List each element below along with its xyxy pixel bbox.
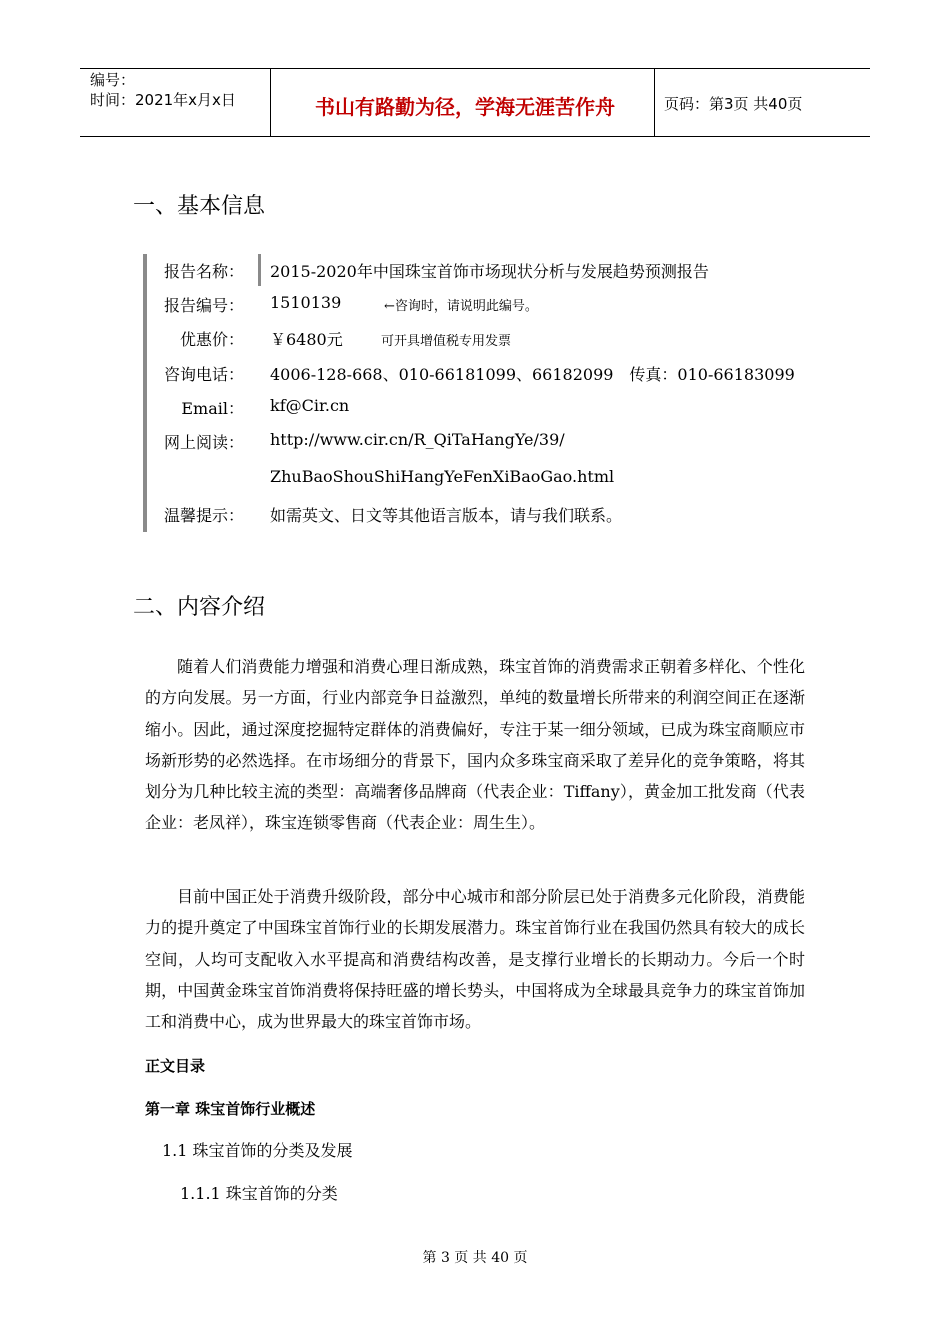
header-divider-left — [270, 68, 271, 136]
info-value-report-name: 2015-2020年中国珠宝首饰市场现状分析与发展趋势预测报告 — [270, 262, 709, 281]
header-bottom-rule — [80, 136, 870, 137]
info-block-bar — [143, 254, 147, 532]
info-value-report-id: 1510139 — [270, 293, 342, 312]
info-value-phone: 4006-128-668、010-66181099、66182099 传真：010-66183099 — [270, 365, 795, 384]
intro-paragraph-2: 目前中国正处于消费升级阶段，部分中心城市和部分阶层已处于消费多元化阶段，消费能力的提升奠定了中国珠宝首饰行业的长期发展潜力。珠宝首饰行业在我国仍然具有较大的成长空间，人均可支配收入水平提高和消费结构改善，是支撑行业增长的长期动力。今后一个时期，中国黄金珠宝首饰消费将保持旺盛的增长势头，中国将成为全球最具竞争力的珠宝首饰加工和消费中心，成为世界最大的珠宝首饰市场。 — [145, 887, 805, 1032]
info-title-bar — [258, 254, 261, 286]
header-page-info: 页码：第3页 共40页 — [664, 95, 803, 113]
toc-item-1-1-1: 1.1.1 珠宝首饰的分类 — [180, 1184, 338, 1203]
doc-date-label: 时间：2021年x月x日 — [90, 91, 236, 109]
toc-item-1-1: 1.1 珠宝首饰的分类及发展 — [162, 1141, 353, 1160]
info-value-price: ￥6480元 — [270, 330, 343, 349]
toc-chapter-1: 第一章 珠宝首饰行业概述 — [145, 1100, 316, 1118]
info-value-url-line1[interactable]: http://www.cir.cn/R_QiTaHangYe/39/ — [270, 430, 565, 449]
footer-page-number: 第 3 页 共 40 页 — [422, 1250, 528, 1266]
info-note-report-id: ←咨询时，请说明此编号。 — [384, 299, 538, 314]
toc-heading: 正文目录 — [145, 1057, 206, 1075]
header-motto: 书山有路勤为径，学海无涯苦作舟 — [315, 95, 615, 119]
info-label-report-id: 报告编号： — [163, 296, 244, 315]
info-label-phone: 咨询电话： — [163, 365, 244, 384]
info-value-tip: 如需英文、日文等其他语言版本，请与我们联系。 — [270, 506, 623, 525]
header-divider-right — [654, 68, 655, 136]
doc-number-label: 编号： — [90, 71, 136, 89]
header-top-rule — [80, 68, 870, 69]
section-title-basic-info: 一、基本信息 — [133, 194, 266, 219]
info-label-tip: 温馨提示： — [163, 506, 244, 525]
intro-paragraph-1: 随着人们消费能力增强和消费心理日渐成熟，珠宝首饰的消费需求正朝着多样化、个性化的方向发展。另一方面，行业内部竞争日益激烈，单纯的数量增长所带来的利润空间正在逐渐缩小。因此，通过深度挖掘特定群体的消费偏好，专注于某一细分领域，已成为珠宝商顺应市场新形势的必然选择。在市场细分的背景下，国内众多珠宝商采取了差异化的竞争策略，将其划分为几种比较主流的类型：高端奢侈品牌商（代表企业：Tiffany），黄金加工批发商（代表企业：老凤祥），珠宝连锁零售商（代表企业：周生生）。 — [145, 657, 805, 833]
info-value-url-line2[interactable]: ZhuBaoShouShiHangYeFenXiBaoGao.html — [270, 467, 615, 486]
info-label-report-name: 报告名称： — [163, 262, 244, 281]
info-note-invoice: 可开具增值税专用发票 — [381, 334, 512, 349]
info-label-price: 优惠价： — [179, 330, 244, 349]
info-label-email: Email： — [181, 399, 244, 418]
section-title-content-intro: 二、内容介绍 — [133, 595, 266, 620]
info-value-email[interactable]: kf@Cir.cn — [270, 396, 350, 415]
info-label-online: 网上阅读： — [163, 433, 244, 452]
